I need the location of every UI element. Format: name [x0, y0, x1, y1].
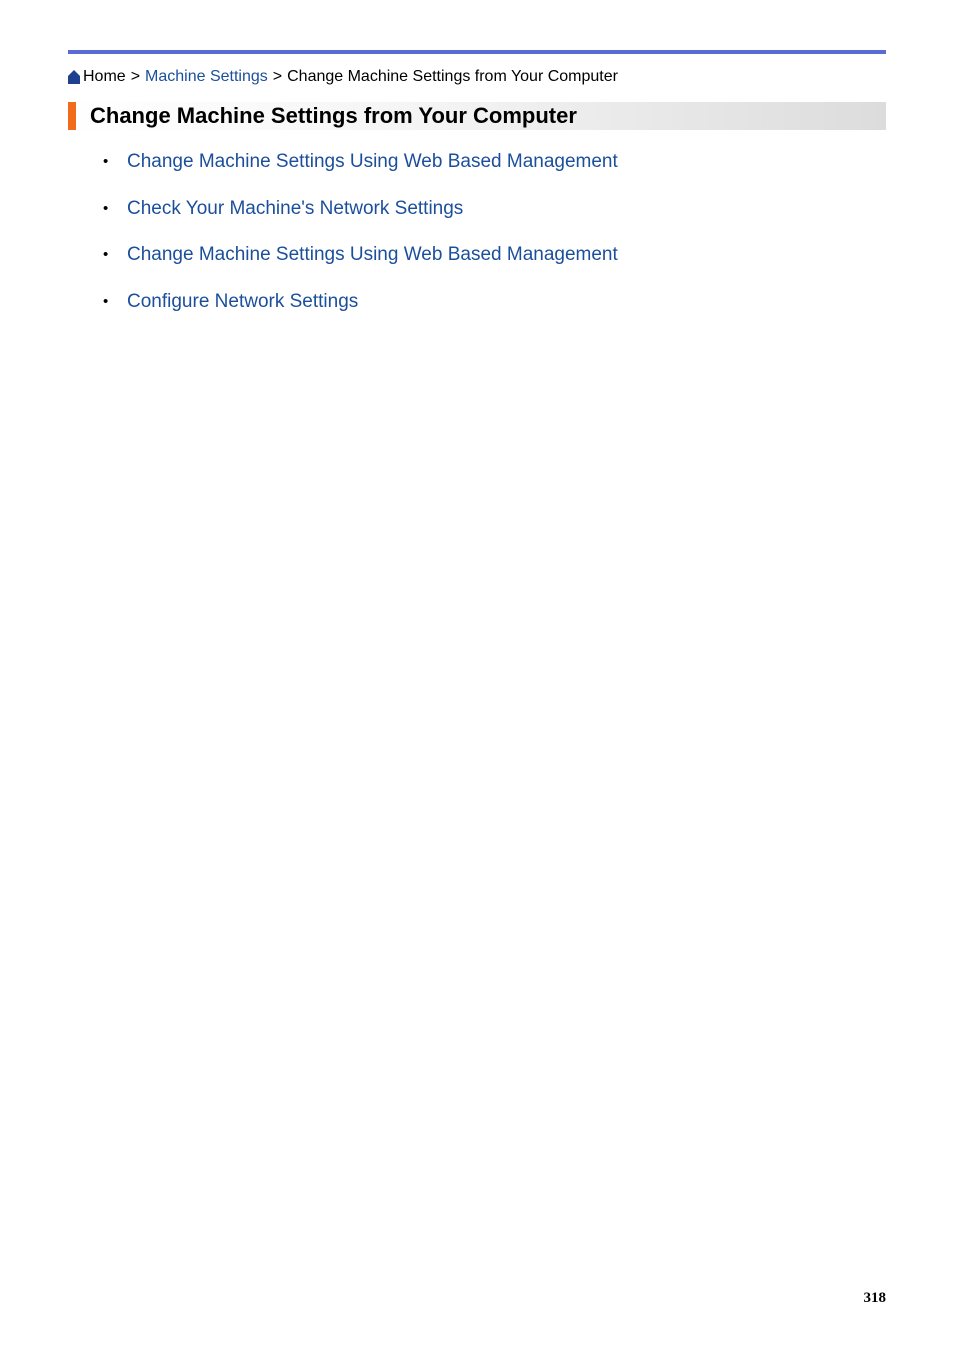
list-item [103, 195, 618, 242]
bullet: • [103, 199, 109, 217]
breadcrumb-separator: > [130, 68, 141, 85]
heading-accent-bar [68, 102, 76, 130]
bullet: • [103, 292, 109, 310]
breadcrumb-home[interactable]: Home [83, 68, 126, 85]
list-item [103, 241, 618, 288]
breadcrumb-machine-settings-link[interactable]: Machine Settings [145, 68, 268, 85]
breadcrumb-separator: > [272, 68, 283, 85]
home-icon[interactable] [68, 70, 80, 84]
link-check-network-settings[interactable]: Check Your Machine's Network Settings [127, 197, 464, 219]
page-number: 318 [863, 1290, 886, 1306]
link-configure-network-settings[interactable]: Configure Network Settings [127, 290, 359, 312]
top-rule [68, 50, 886, 54]
breadcrumb-current: Change Machine Settings from Your Computer [287, 68, 618, 85]
breadcrumb [68, 66, 618, 88]
page-title: Change Machine Settings from Your Computer [90, 103, 577, 128]
link-change-settings-web-based-management[interactable]: Change Machine Settings Using Web Based Management [127, 151, 618, 172]
link-change-settings-web-based-management-2[interactable]: Change Machine Settings Using Web Based Management [127, 244, 618, 265]
section-heading-bar [68, 102, 886, 130]
bullet: • [103, 246, 109, 263]
bullet: • [103, 153, 109, 170]
list-item [103, 148, 618, 195]
list-item [103, 288, 618, 335]
related-links-list [103, 148, 618, 334]
